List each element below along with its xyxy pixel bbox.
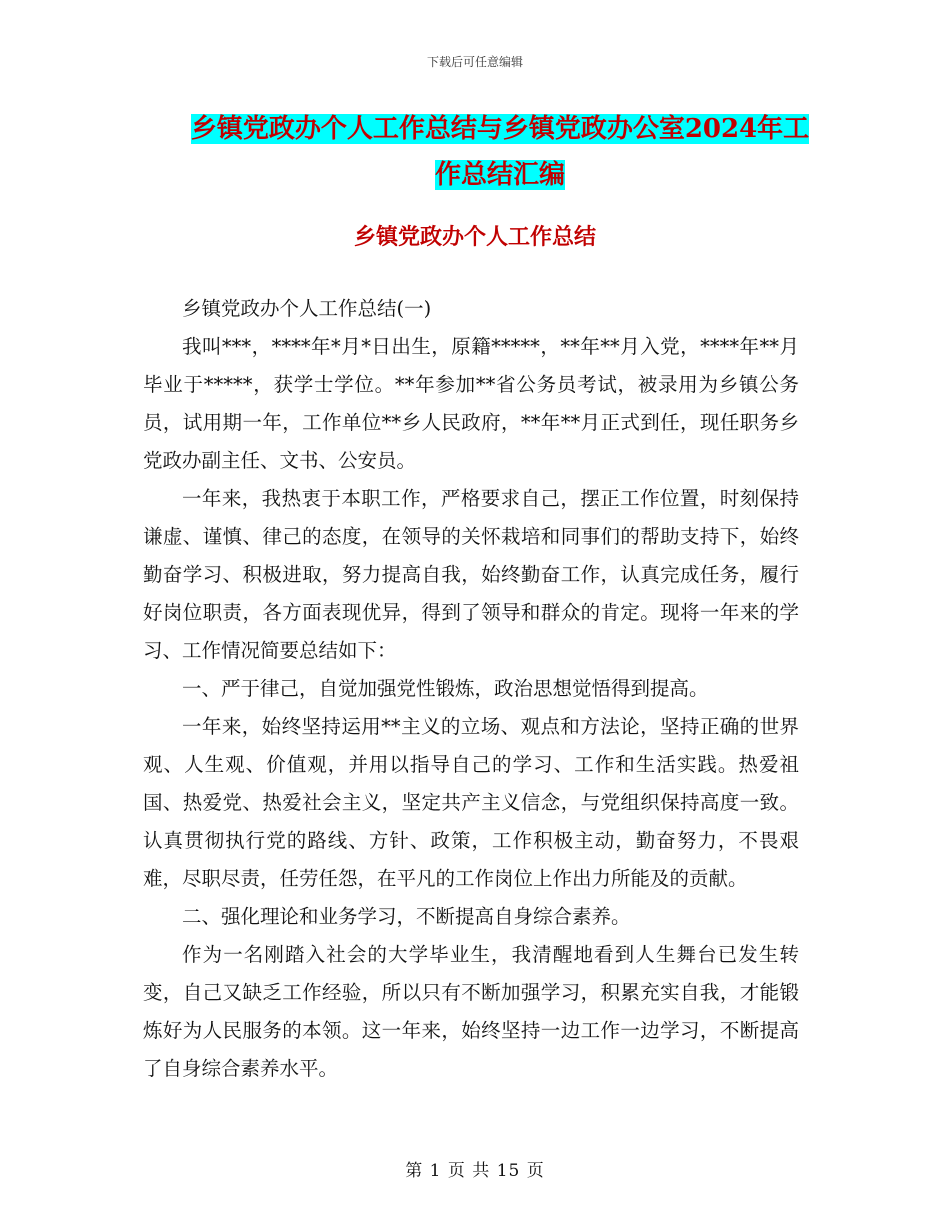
paragraph-heading: 二、强化理论和业务学习，不断提高自身综合素养。	[182, 905, 631, 928]
header-note: 下载后可任意编辑	[426, 55, 523, 69]
paragraph: 作为一名刚踏入社会的大学毕业生，我清醒地看到人生舞台已发生转变，自己又缺乏工作经验，所以只有不断加强学习，积累充实自我，才能锻炼好为人民服务的本领。这一年来，始终坚持一边工作一边学习，不断提高了自身综合素养水平。	[143, 943, 799, 1080]
document-title	[140, 106, 860, 198]
paragraph-heading: 一、严于律己，自觉加强党性锻炼，政治思想觉悟得到提高。	[182, 677, 709, 700]
section-title: 乡镇党政办个人工作总结	[353, 224, 596, 250]
paragraph: 我叫***，****年*月*日出生，原籍*****，**年**月入党，****年**月毕业于*****，获学士学位。**年参加**省公务员考试，被录用为乡镇公务员，试用期一年，工作单位**乡人民政府，**年**月正式到任，现任职务乡党政办副主任、文书、公安员。	[143, 335, 799, 472]
document-title-line-1: 乡镇党政办个人工作总结与乡镇党政办公室2024年工	[190, 114, 810, 144]
page-number-footer: 第 1 页 共 15 页	[405, 1161, 545, 1181]
document-body	[143, 290, 799, 1088]
document-title-line-2: 作总结汇编	[434, 160, 565, 190]
paragraph: 一年来，始终坚持运用**主义的立场、观点和方法论，坚持正确的世界观、人生观、价值观，并用以指导自己的学习、工作和生活实践。热爱祖国、热爱党、热爱社会主义，坚定共产主义信念，与党组织保持高度一致。认真贯彻执行党的路线、方针、政策，工作积极主动，勤奋努力，不畏艰难，尽职尽责，任劳任怨，在平凡的工作岗位上作出力所能及的贡献。	[143, 715, 799, 890]
paragraph: 一年来，我热衷于本职工作，严格要求自己，摆正工作位置，时刻保持谦虚、谨慎、律己的态度，在领导的关怀栽培和同事们的帮助支持下，始终勤奋学习、积极进取，努力提高自我，始终勤奋工作，认真完成任务，履行好岗位职责，各方面表现优异，得到了领导和群众的肯定。现将一年来的学习、工作情况简要总结如下：	[143, 487, 799, 662]
paragraph-subtitle: 乡镇党政办个人工作总结(一)	[182, 297, 432, 320]
